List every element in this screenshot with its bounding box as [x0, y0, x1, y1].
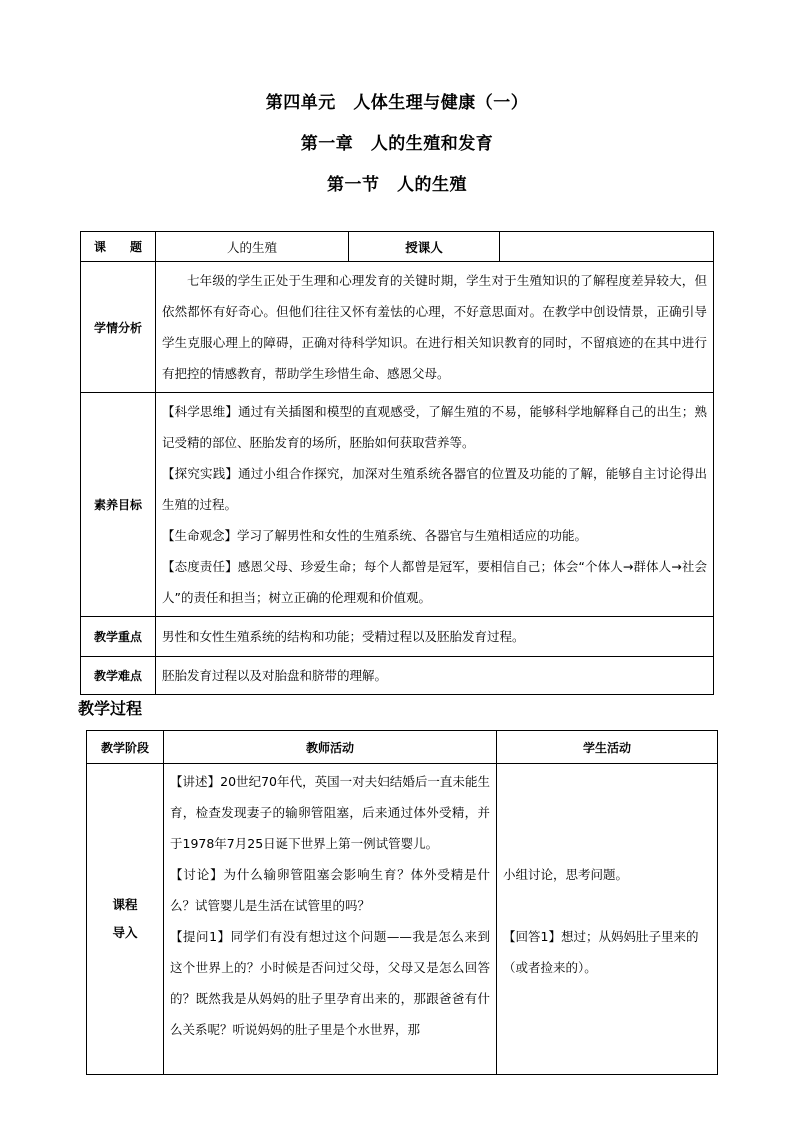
student-answer-1: 【回答1】想过；从妈妈肚子里来的（或者捡来的）。	[503, 929, 699, 975]
difficulty-text: 胚胎发育过程以及对胎盘和脐带的理解。	[156, 657, 714, 695]
goals-label: 素养目标	[81, 393, 156, 617]
goal-science-thinking: 【科学思维】通过有关插图和模型的直观感受，了解生殖的不易，能够科学地解释自己的出生；熟记受精的部位、胚胎发育的场所，胚胎如何获取营养等。	[162, 404, 707, 450]
teacher-narration: 【讲述】20世纪70年代，英国一对夫妇结婚后一直未能生育，检查发现妻子的输卵管阻塞，后来通过体外受精，并于1978年7月25日诞下世界上第一例试管婴儿。	[170, 774, 490, 851]
student-activity	[497, 764, 718, 1075]
process-heading: 教学过程	[78, 699, 143, 718]
goal-attitude-responsibility: 【态度责任】感恩父母、珍爱生命；每个人都曾是冠军，要相信自己；体会“个体人→群体人→社会人”的责任和担当；树立正确的伦理观和价值观。	[162, 559, 707, 605]
goal-life-concept: 【生命观念】学习了解男性和女性的生殖系统、各器官与生殖相适应的功能。	[162, 528, 588, 543]
key-text: 男性和女性生殖系统的结构和功能；受精过程以及胚胎发育过程。	[156, 617, 714, 657]
student-discussion: 小组讨论，思考问题。	[503, 867, 629, 882]
stage-line-1: 课程	[112, 897, 138, 912]
difficulty-row	[81, 657, 714, 695]
topic-label: 课 题	[81, 232, 156, 262]
lecturer-label: 授课人	[349, 232, 500, 262]
teaching-process-table	[86, 730, 718, 1075]
stage-line-2: 导入	[112, 925, 138, 940]
section-title: 第一节 人的生殖	[327, 175, 467, 195]
header-stage: 教学阶段	[87, 731, 164, 764]
stage-intro	[87, 764, 164, 1075]
topic-row	[81, 232, 714, 262]
teacher-discussion: 【讨论】为什么输卵管阻塞会影响生育？体外受精是什么？试管婴儿是生活在试管里的吗？	[170, 867, 490, 913]
teacher-question-1: 【提问1】同学们有没有想过这个问题——我是怎么来到这个世界上的？小时候是否问过父母，父母又是怎么回答的？既然我是从妈妈的肚子里孕育出来的，那跟爸爸有什么关系呢？听说妈妈的肚子里是个水世界，那	[170, 929, 490, 1037]
analysis-text: 七年级的学生正处于生理和心理发育的关键时期，学生对于生殖知识的了解程度差异较大，但依然都怀有好奇心。但他们往往又怀有羞怯的心理，不好意思面对。在教学中创设情景，正确引导学生克服心理上的障碍，正确对待科学知识。在进行相关知识教育的同时，不留痕迹的在其中进行有把控的情感教育，帮助学生珍惜生命、感恩父母。	[162, 273, 707, 381]
goals-cell	[156, 393, 714, 617]
analysis-cell	[156, 262, 714, 393]
lecturer-value	[500, 232, 714, 262]
analysis-row	[81, 262, 714, 393]
difficulty-label: 教学难点	[81, 657, 156, 695]
teacher-activity	[164, 764, 497, 1075]
intro-row	[87, 764, 718, 1075]
unit-title: 第四单元 人体生理与健康（一）	[265, 93, 529, 113]
header-student: 学生活动	[497, 731, 718, 764]
key-label: 教学重点	[81, 617, 156, 657]
topic-value: 人的生殖	[156, 232, 349, 262]
process-header-row	[87, 731, 718, 764]
goal-inquiry-practice: 【探究实践】通过小组合作探究，加深对生殖系统各器官的位置及功能的了解，能够自主讨论得出生殖的过程。	[162, 466, 707, 512]
goals-row	[81, 393, 714, 617]
analysis-label: 学情分析	[81, 262, 156, 393]
chapter-title: 第一章 人的生殖和发育	[300, 134, 494, 154]
lesson-info-table	[80, 231, 714, 695]
header-teacher: 教师活动	[164, 731, 497, 764]
key-row	[81, 617, 714, 657]
